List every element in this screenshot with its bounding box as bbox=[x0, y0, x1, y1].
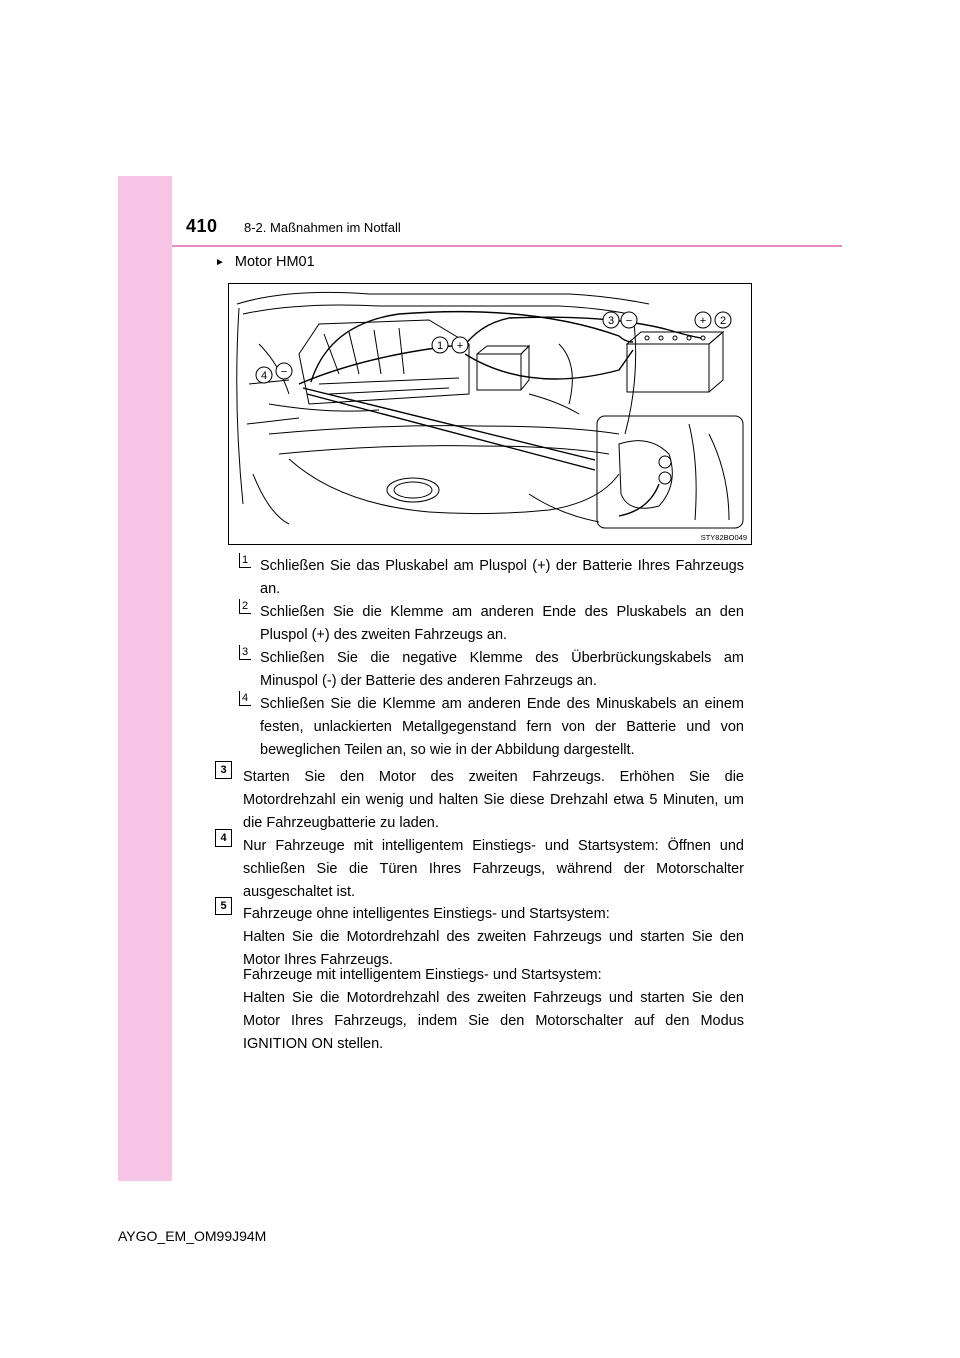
plus-sign-icon: + bbox=[699, 315, 707, 327]
paragraph-line: Fahrzeuge mit intelligentem Einstiegs- und Startsystem: bbox=[243, 967, 602, 983]
subheading-text: Motor HM01 bbox=[234, 254, 315, 270]
section-title: 8-2. Maßnahmen im Notfall bbox=[244, 220, 401, 235]
footer-manual-code: AYGO_EM_OM99J94M bbox=[118, 1228, 267, 1244]
step-text-line: Halten Sie die Motordrehzahl des zweiten Fahrzeugs und starten Sie den Motor Ihres Fahrzeugs. bbox=[243, 929, 744, 968]
callout-3: 3 bbox=[607, 315, 615, 327]
sub-step-text: Schließen Sie die Klemme am anderen Ende des Minuskabels an einem festen, unlackierten Metallgegenstand fern von der Batterie und von beweglichen Teilen an, so wie in der Abbildung dargestellt. bbox=[260, 696, 744, 758]
extra-paragraph bbox=[243, 964, 744, 1056]
paragraph-line: Halten Sie die Motordrehzahl des zweiten Fahrzeugs und starten Sie den Motor Ihres Fahrzeugs, indem Sie den Motorschalter auf den Modus IGNITION ON stellen. bbox=[243, 990, 744, 1052]
callout-1: 1 bbox=[436, 340, 444, 352]
page-number: 410 bbox=[186, 216, 218, 236]
callout-4: 4 bbox=[260, 370, 268, 382]
sub-step-text: Schließen Sie die negative Klemme des Überbrückungskabels am Minuspol (-) der Batterie des anderen Fahrzeugs an. bbox=[260, 650, 744, 689]
plus-sign-icon: + bbox=[456, 340, 464, 352]
engine-illustration bbox=[228, 283, 752, 545]
step-number-box: 3 bbox=[215, 761, 232, 779]
sub-step-number: 1 bbox=[239, 553, 253, 569]
sub-step-text: Schließen Sie die Klemme am anderen Ende des Pluskabels an den Pluspol (+) des zweiten Fahrzeugs an. bbox=[260, 604, 744, 643]
sub-step-number: 3 bbox=[239, 645, 253, 661]
step-number-box: 5 bbox=[215, 897, 232, 915]
step-text bbox=[243, 903, 744, 972]
callout-2: 2 bbox=[719, 315, 727, 327]
engine-bay-drawing bbox=[229, 284, 751, 544]
minus-sign-icon: − bbox=[280, 366, 288, 378]
sub-step-number: 4 bbox=[239, 691, 253, 707]
triangle-bullet-icon: ► bbox=[215, 257, 225, 268]
figure-code: STY82BO049 bbox=[700, 533, 747, 542]
step-number-box: 4 bbox=[215, 829, 232, 847]
minus-sign-icon: − bbox=[625, 315, 633, 327]
step-text-line: Fahrzeuge ohne intelligentes Einstiegs- und Startsystem: bbox=[243, 906, 610, 922]
sub-step-number: 2 bbox=[239, 599, 253, 615]
header-divider bbox=[172, 245, 842, 247]
subheading bbox=[215, 254, 315, 270]
step-text: Starten Sie den Motor des zweiten Fahrzeugs. Erhöhen Sie die Motordrehzahl ein wenig und halten Sie diese Drehzahl etwa 5 Minuten, um die Fahrzeugbatterie zu laden. bbox=[243, 769, 744, 831]
sidebar-tab bbox=[118, 176, 172, 1181]
step-text: Nur Fahrzeuge mit intelligentem Einstiegs- und Startsystem: Öffnen und schließen Sie die Türen Ihres Fahrzeugs, während der Motorschalter ausgeschaltet ist. bbox=[243, 838, 744, 900]
sub-step-text: Schließen Sie das Pluskabel am Pluspol (+) der Batterie Ihres Fahrzeugs an. bbox=[260, 558, 744, 597]
